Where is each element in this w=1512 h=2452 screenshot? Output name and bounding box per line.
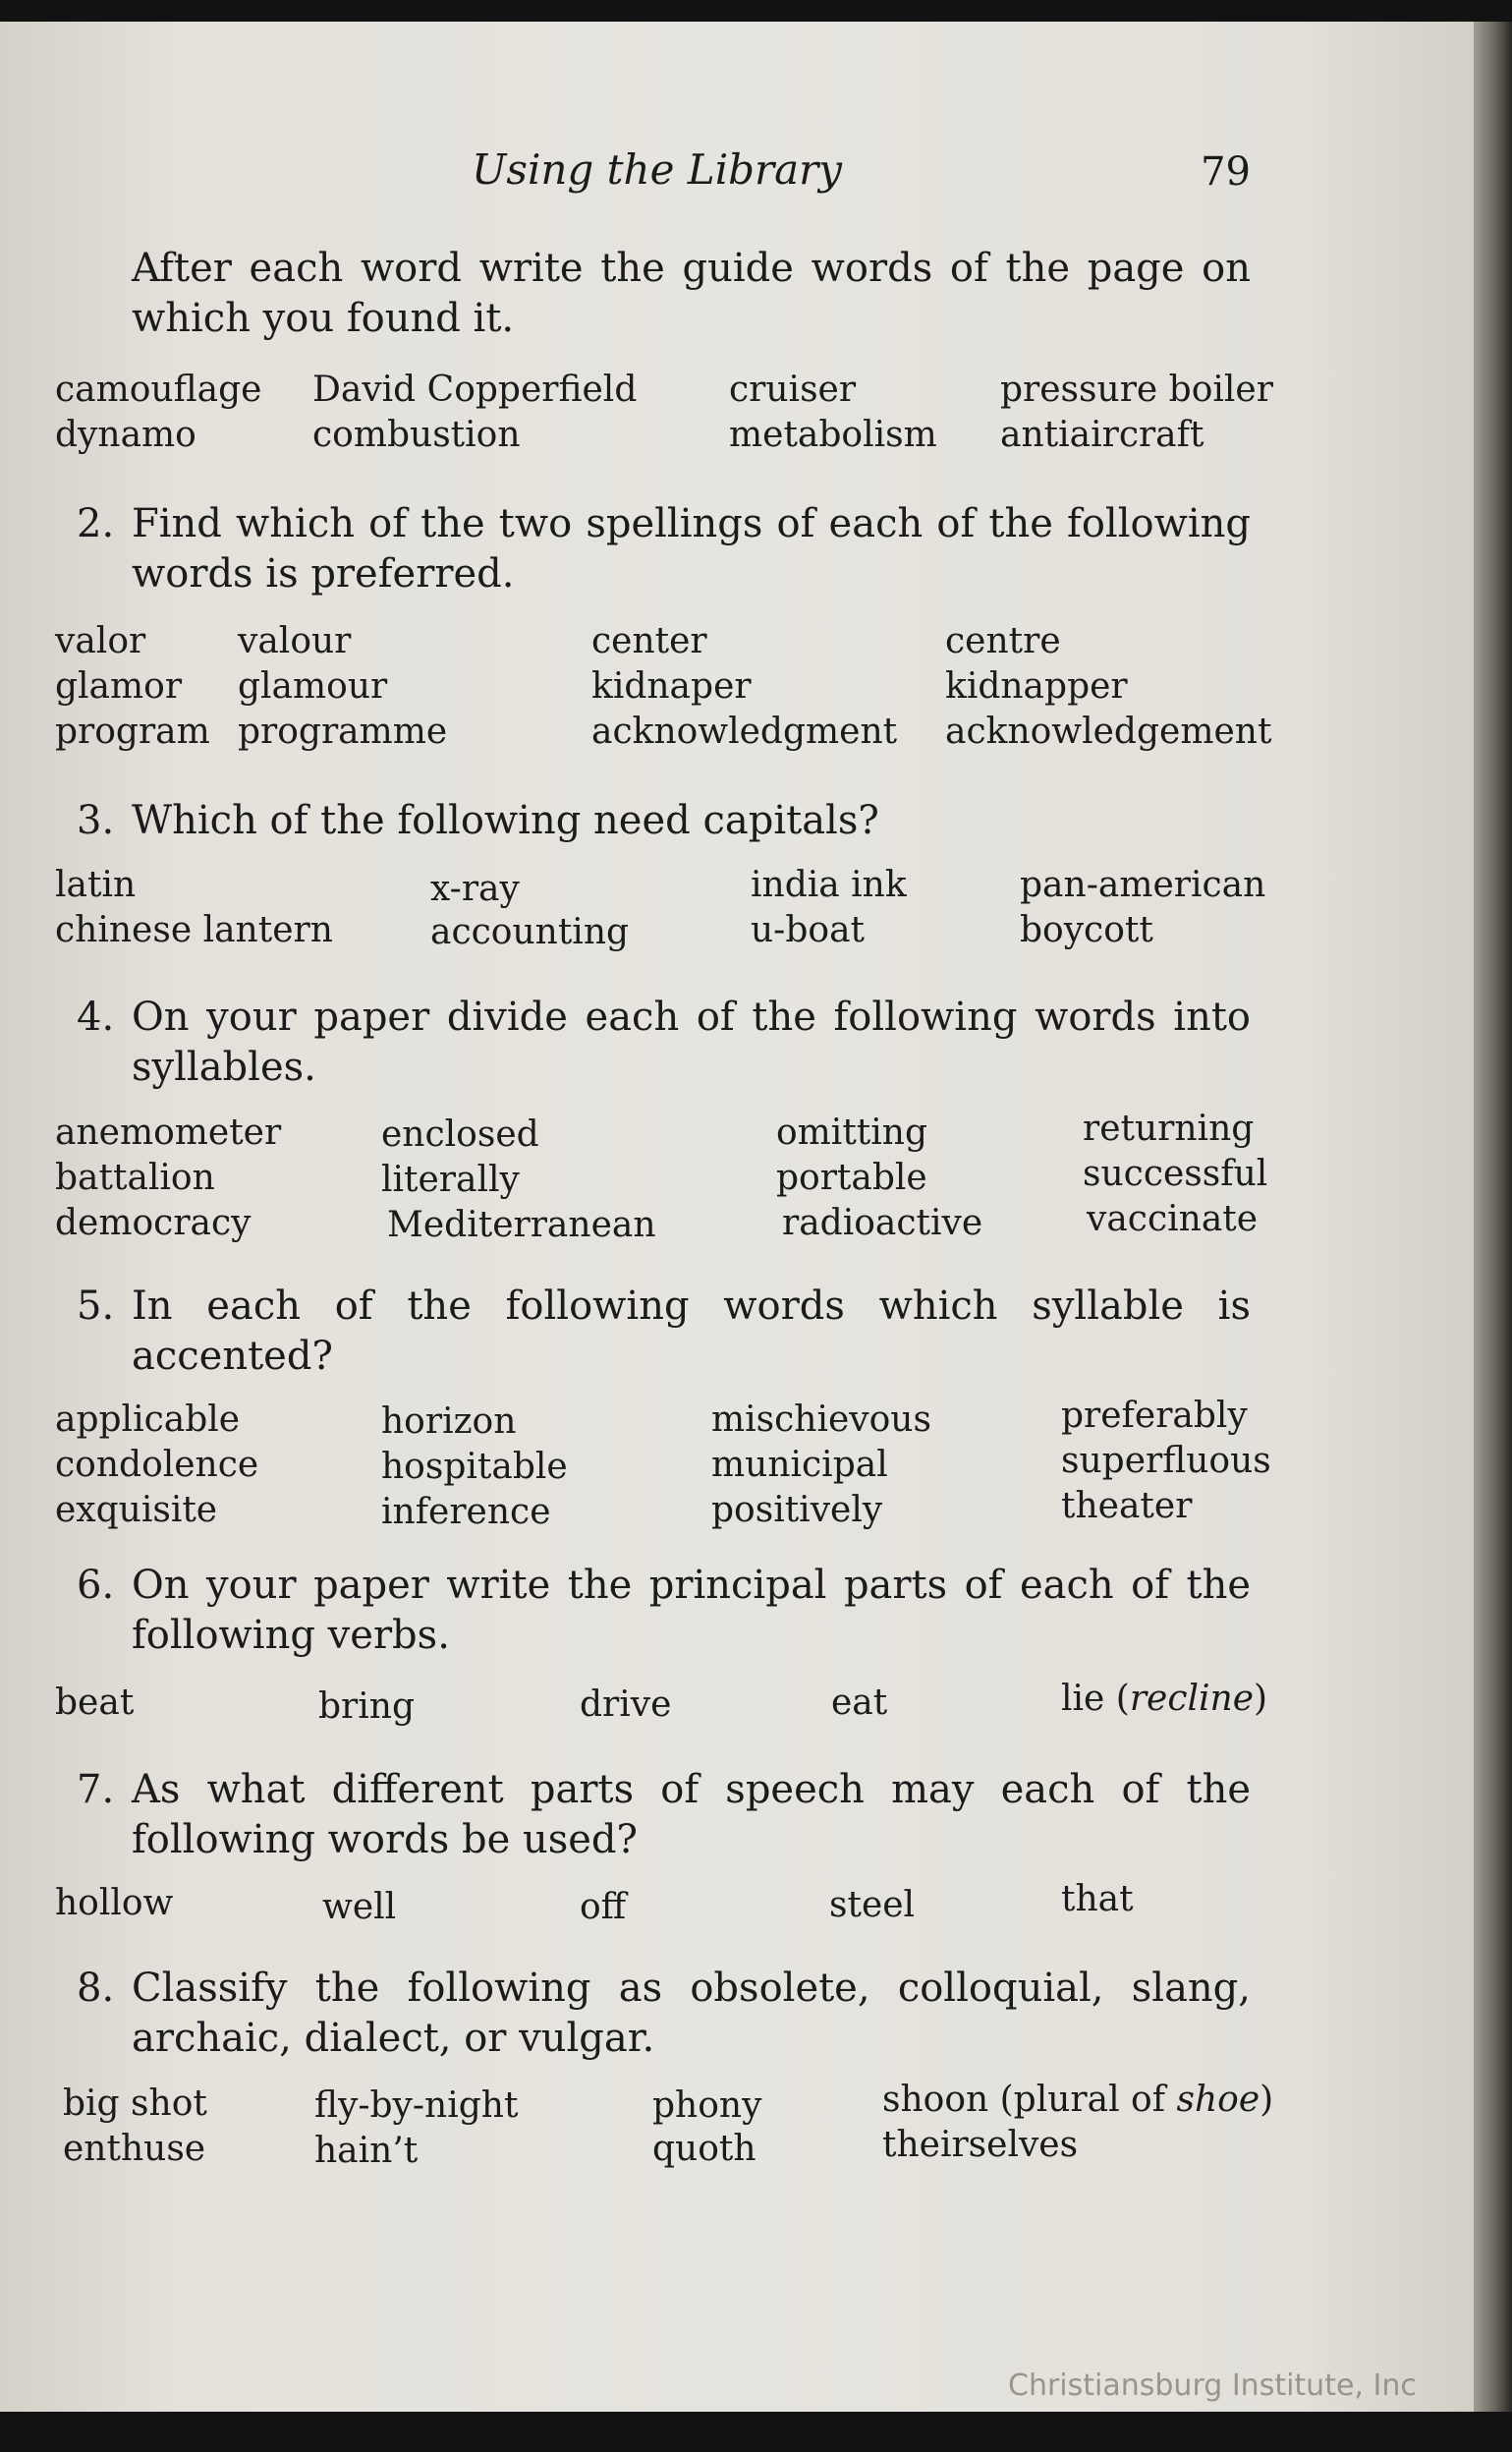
word: big shot (63, 2083, 207, 2124)
intro-instruction: After each word write the guide words of the page on which you found it. (132, 246, 1251, 341)
word: centre (945, 621, 1061, 661)
word: positively (711, 1490, 883, 1530)
word: mischievous (711, 1399, 931, 1440)
question-2: 2. Find which of the two spellings of each of the following words is preferred. (77, 501, 1251, 597)
question-3: 3. Which of the following need capitals? (77, 798, 879, 843)
word: vaccinate (1087, 1199, 1259, 1239)
word: superfluous (1061, 1441, 1271, 1481)
word: u-boat (751, 910, 865, 950)
word: camouflage (55, 370, 262, 410)
word: that (1061, 1879, 1134, 1919)
word: municipal (711, 1445, 888, 1485)
word: steel (829, 1885, 916, 1925)
word: combustion (312, 415, 521, 455)
word: enclosed (381, 1114, 539, 1155)
word: David Copperfield (312, 370, 638, 410)
question-6: 6. On your paper write the principal parts of each of the following verbs. (77, 1563, 1251, 1658)
word: anemometer (55, 1112, 282, 1153)
word: hollow (55, 1883, 174, 1923)
word: enthuse (63, 2129, 206, 2169)
word: glamour (238, 666, 388, 707)
page-header (0, 145, 1474, 204)
word: Mediterranean (387, 1205, 656, 1245)
word: off (580, 1887, 627, 1927)
word: theater (1061, 1486, 1193, 1526)
word: shoon (plural of shoe) (882, 2080, 1274, 2120)
word: successful (1083, 1154, 1268, 1194)
word: programme (238, 712, 448, 752)
page-number: 79 (1201, 149, 1251, 195)
word: drive (580, 1684, 672, 1725)
word: hospitable (381, 1447, 568, 1487)
word: india ink (751, 865, 907, 905)
word: acknowledgement (945, 712, 1272, 752)
word: condolence (55, 1445, 259, 1485)
word: lie (recline) (1061, 1679, 1268, 1719)
word: horizon (381, 1401, 517, 1442)
word: fly-by-night (314, 2085, 519, 2126)
running-title: Using the Library (472, 145, 842, 194)
word: eat (831, 1682, 888, 1723)
question-5: 5. In each of the following words which syllable is accented? (77, 1283, 1251, 1379)
question-7: 7. As what different parts of speech may each of the following words be used? (77, 1767, 1251, 1862)
word: dynamo (55, 415, 196, 455)
word: chinese lantern (55, 910, 333, 950)
watermark: Christiansburg Institute, Inc (1008, 2368, 1417, 2403)
word: boycott (1020, 910, 1153, 950)
word: cruiser (729, 370, 857, 410)
word: battalion (55, 1158, 215, 1198)
word: pan-american (1020, 865, 1266, 905)
word: phony (652, 2085, 762, 2126)
question-4: 4. On your paper divide each of the following words into syllables. (77, 995, 1251, 1090)
word: beat (55, 1682, 135, 1723)
word: latin (55, 865, 137, 905)
word: bring (318, 1686, 415, 1727)
question-8: 8. Classify the following as obsolete, colloquial, slang, archaic, dialect, or vulgar. (77, 1966, 1251, 2061)
word: democracy (55, 1203, 252, 1243)
word: accounting (430, 912, 630, 952)
word: portable (776, 1158, 927, 1198)
word: radioactive (782, 1203, 983, 1243)
word: hain’t (314, 2131, 419, 2171)
word: center (591, 621, 707, 661)
word: x-ray (430, 869, 520, 909)
word: metabolism (729, 415, 937, 455)
word: inference (381, 1492, 551, 1532)
word: antiaircraft (1000, 415, 1204, 455)
word: theirselves (882, 2125, 1079, 2165)
word: omitting (776, 1112, 928, 1153)
page-edge (1474, 22, 1512, 2412)
word: quoth (652, 2129, 756, 2169)
word: applicable (55, 1399, 241, 1440)
word: literally (381, 1160, 520, 1200)
word: well (322, 1887, 397, 1927)
word: valour (238, 621, 352, 661)
word: program (55, 712, 210, 752)
word: exquisite (55, 1490, 218, 1530)
word: returning (1083, 1109, 1255, 1149)
word: kidnapper (945, 666, 1128, 707)
word: pressure boiler (1000, 370, 1273, 410)
word: glamor (55, 666, 183, 707)
book-page (0, 22, 1474, 2412)
word: kidnaper (591, 666, 752, 707)
word: acknowledgment (591, 712, 898, 752)
word: valor (55, 621, 146, 661)
word: preferably (1061, 1396, 1248, 1436)
